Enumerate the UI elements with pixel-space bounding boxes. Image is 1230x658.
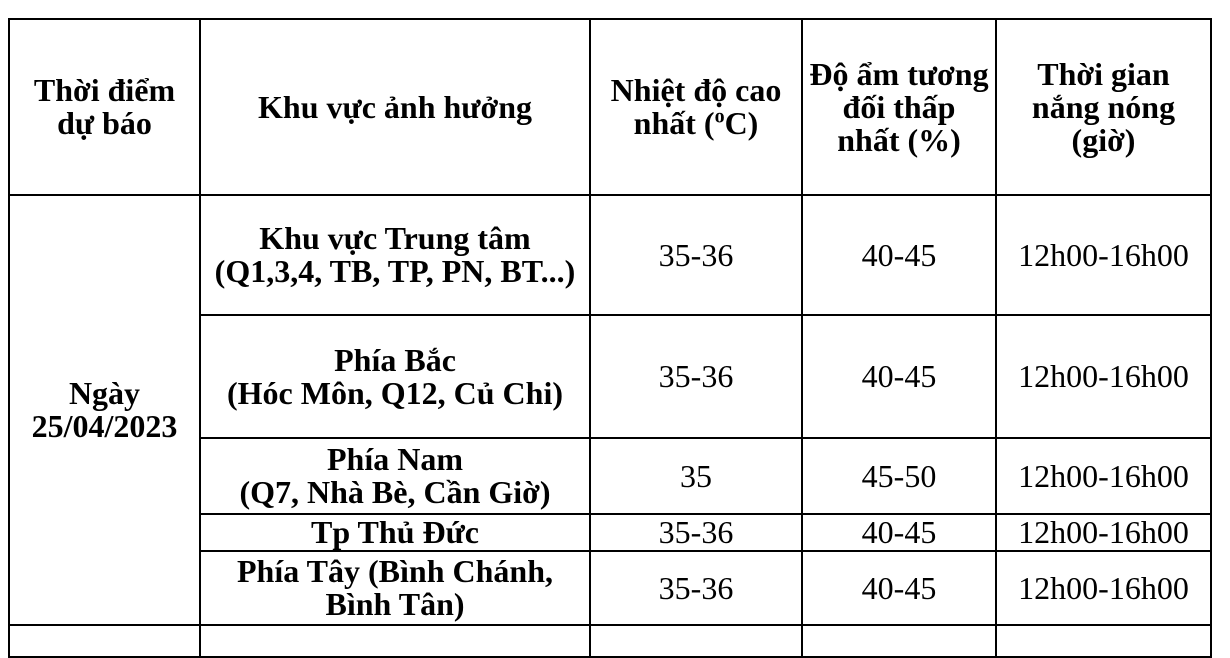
region-area: (Hóc Môn, Q12, Củ Chi) [227, 374, 563, 411]
header-sun-duration: Thời gian nắng nóng (giờ) [996, 19, 1211, 195]
humidity-cell: 45-50 [802, 438, 996, 514]
header-max-temperature [590, 19, 802, 195]
temperature-cell: 35-36 [590, 195, 802, 315]
region-name: Phía Nam [327, 441, 463, 477]
region-cell [200, 551, 590, 625]
empty-cell [9, 625, 200, 657]
humidity-cell: 40-45 [802, 315, 996, 438]
empty-cell [802, 625, 996, 657]
temperature-cell: 35-36 [590, 551, 802, 625]
forecast-table [8, 18, 1212, 658]
region-cell [200, 438, 590, 514]
region-cell [200, 514, 590, 551]
empty-cell [996, 625, 1211, 657]
temperature-cell: 35 [590, 438, 802, 514]
sun-duration-cell: 12h00-16h00 [996, 551, 1211, 625]
table-row-partial [9, 625, 1211, 657]
region-name: Tp Thủ Đức [310, 514, 479, 550]
sun-duration-cell: 12h00-16h00 [996, 195, 1211, 315]
sun-duration-cell: 12h00-16h00 [996, 315, 1211, 438]
header-min-humidity: Độ ẩm tương đối thấp nhất (%) [802, 19, 996, 195]
sun-duration-cell: 12h00-16h00 [996, 514, 1211, 551]
sun-duration-cell: 12h00-16h00 [996, 438, 1211, 514]
humidity-cell: 40-45 [802, 551, 996, 625]
empty-cell [200, 625, 590, 657]
empty-cell [590, 625, 802, 657]
header-forecast-time: Thời điểm dự báo [9, 19, 200, 195]
header-affected-region: Khu vực ảnh hưởng [200, 19, 590, 195]
humidity-cell: 40-45 [802, 195, 996, 315]
humidity-cell: 40-45 [802, 514, 996, 551]
degree-superscript: o [714, 105, 725, 128]
region-name: Khu vực Trung tâm [259, 220, 531, 256]
region-area: (Q7, Nhà Bè, Cần Giờ) [239, 474, 551, 510]
header-temp-suffix: C) [724, 105, 759, 141]
table-row [9, 195, 1211, 315]
temperature-cell: 35-36 [590, 315, 802, 438]
region-name: Phía Tây (Bình Chánh, Bình Tân) [237, 553, 553, 622]
date-label: Ngày [68, 375, 141, 411]
date-value: 25/04/2023 [31, 408, 178, 444]
header-row [9, 19, 1211, 195]
region-cell [200, 195, 590, 315]
region-name: Phía Bắc [334, 341, 456, 378]
forecast-date-cell [9, 195, 200, 625]
region-cell [200, 315, 590, 438]
header-temp-prefix: Nhiệt độ cao nhất ( [610, 72, 782, 141]
region-area: (Q1,3,4, TB, TP, PN, BT...) [214, 253, 576, 289]
temperature-cell: 35-36 [590, 514, 802, 551]
